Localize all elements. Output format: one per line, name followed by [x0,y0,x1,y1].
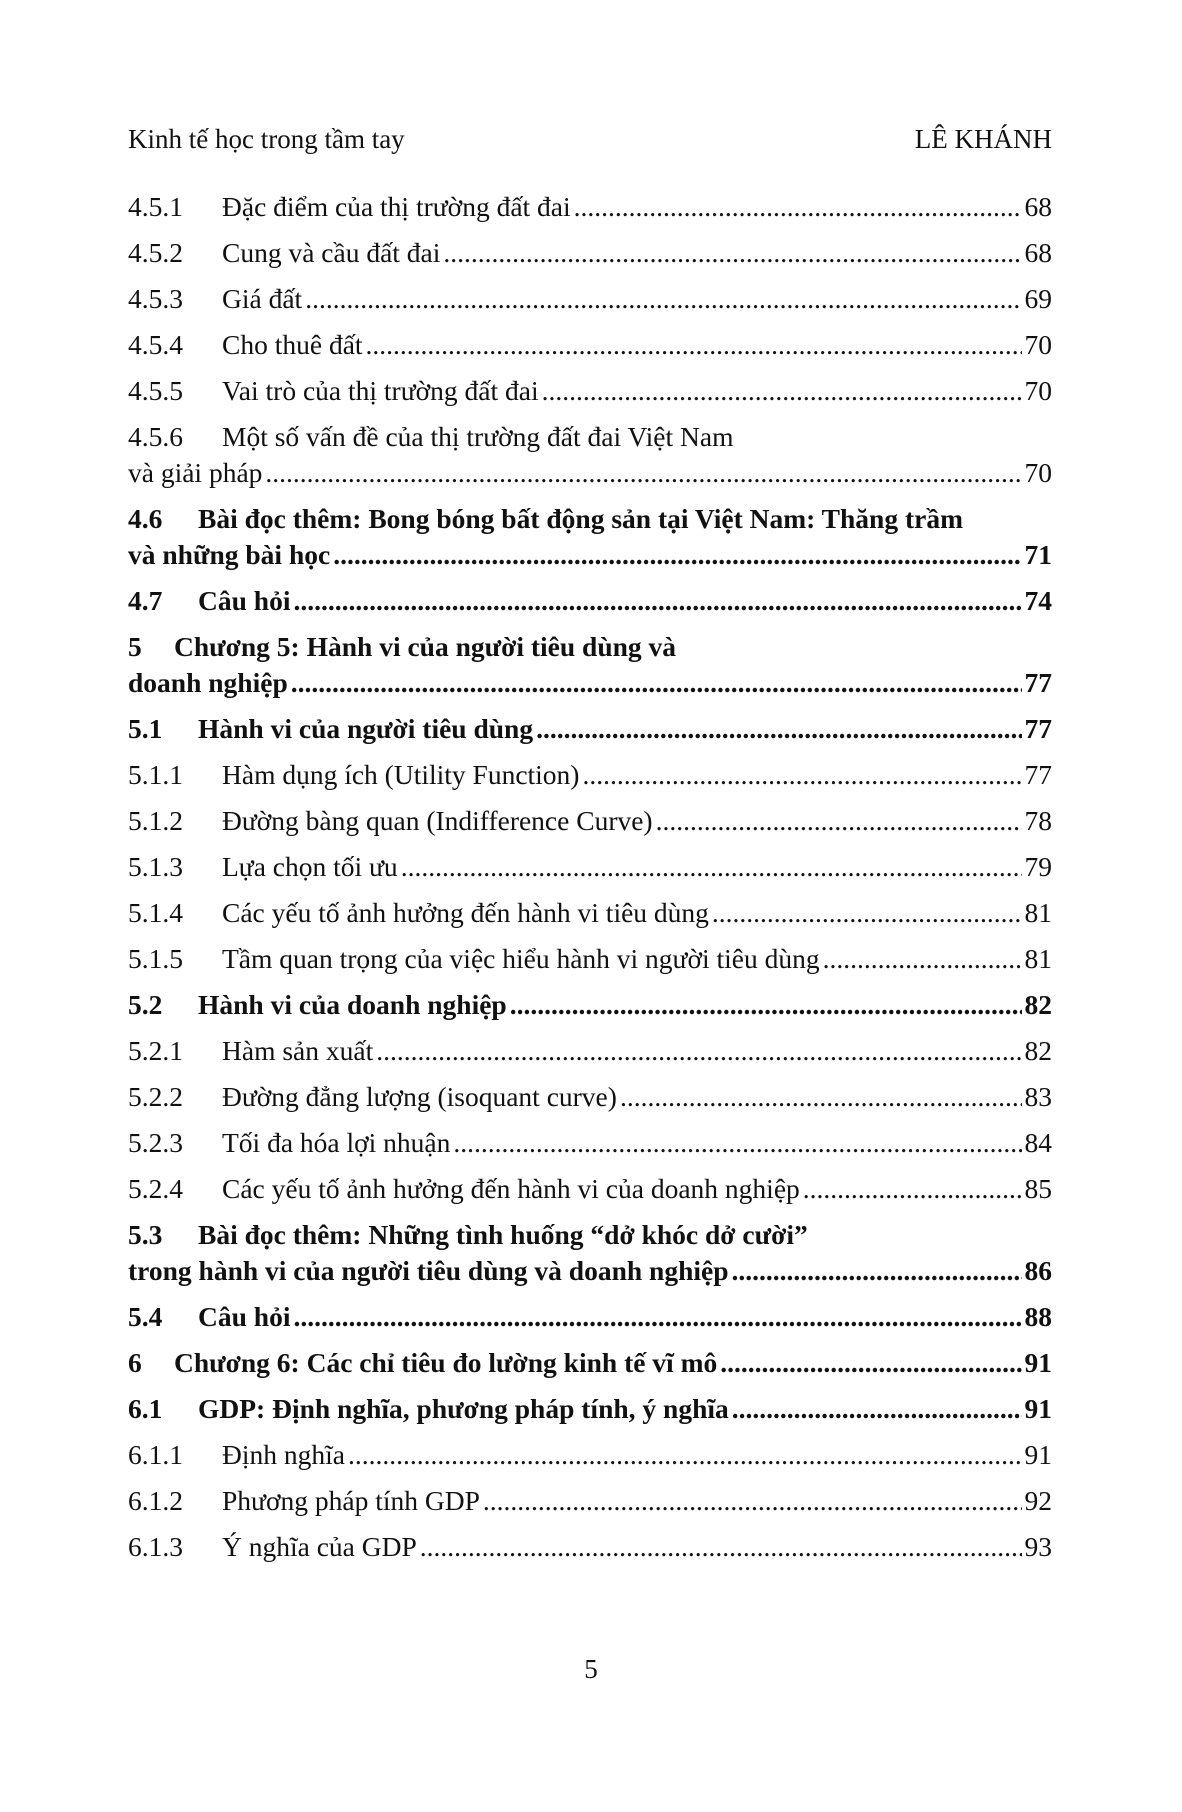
toc-title: Vai trò của thị trường đất đai [222,375,539,406]
toc-title: GDP: Định nghĩa, phương pháp tính, ý nghĩa [198,1393,729,1424]
dot-leader [712,896,1022,930]
toc-number: 5.3 [128,1219,163,1250]
toc-title: Câu hỏi [198,1301,291,1332]
toc-title: Câu hỏi [198,585,291,616]
table-of-contents [128,190,1052,1576]
toc-page-number: 81 [1024,897,1052,928]
toc-page-number: 77 [1024,713,1052,744]
dot-leader [305,282,1021,316]
toc-page-number: 70 [1024,329,1052,360]
toc-title: Các yếu tố ảnh hưởng đến hành vi tiêu dùng [222,897,709,928]
toc-title: Hàm sản xuất [222,1035,374,1066]
toc-title: Các yếu tố ảnh hưởng đến hành vi của doanh nghiệp [222,1173,800,1204]
toc-number: 4.5.6 [128,421,183,452]
toc-page-number: 82 [1024,1035,1052,1066]
toc-page-number: 79 [1024,851,1052,882]
dot-leader [620,1080,1022,1114]
dot-leader [420,1530,1022,1564]
toc-entry-5-4[interactable] [128,1300,1052,1334]
dot-leader [823,942,1022,976]
dot-leader [366,328,1022,362]
toc-entry-6-1[interactable] [128,1392,1052,1426]
author-name: LÊ KHÁNH [914,124,1052,154]
toc-page-number: 77 [1024,759,1052,790]
toc-number: 6 [128,1347,142,1378]
toc-page-number: 88 [1024,1301,1052,1332]
dot-leader [376,1034,1021,1068]
toc-number: 6.1.2 [128,1485,183,1516]
toc-number: 5.2.2 [128,1081,183,1112]
toc-title: Cung và cầu đất đai [222,237,441,268]
toc-title: Cho thuê đất [222,329,363,360]
toc-page-number: 81 [1024,943,1052,974]
toc-title: Định nghĩa [222,1439,345,1470]
toc-title-line2: trong hành vi của người tiêu dùng và doanh nghiệp [128,1255,729,1286]
dot-leader [401,850,1022,884]
toc-entry-5-2-4[interactable] [128,1172,1052,1206]
toc-number: 4.5.1 [128,191,183,222]
toc-title-line1: Bài đọc thêm: Bong bóng bất động sản tại Việt Nam: Thăng trầm [198,503,963,534]
toc-entry-4-7[interactable] [128,584,1052,618]
dot-leader [536,712,1021,746]
toc-page-number: 77 [1024,667,1052,698]
toc-page-number: 70 [1024,457,1052,488]
dot-leader [453,1126,1021,1160]
toc-title-line2: và giải pháp [128,457,263,488]
toc-entry-5-1-2[interactable] [128,804,1052,838]
toc-entry-4-5-5[interactable] [128,374,1052,408]
toc-entry-6-1-1[interactable] [128,1438,1052,1472]
toc-entry-4-5-2[interactable] [128,236,1052,270]
toc-entry-4-5-4[interactable] [128,328,1052,362]
toc-title: Chương 6: Các chỉ tiêu đo lường kinh tế vĩ mô [174,1347,718,1378]
toc-page-number: 85 [1024,1173,1052,1204]
toc-title-line1: Chương 5: Hành vi của người tiêu dùng và [174,631,677,662]
dot-leader [582,758,1021,792]
page-number: 5 [584,1654,598,1684]
dot-leader [574,190,1022,224]
toc-page-number: 91 [1024,1439,1052,1470]
toc-entry-5-1-1[interactable] [128,758,1052,792]
dot-leader [542,374,1022,408]
toc-number: 6.1.3 [128,1531,183,1562]
toc-number: 5.1.1 [128,759,183,790]
dot-leader [333,538,1021,572]
toc-page-number: 93 [1024,1531,1052,1562]
toc-title: Đường bàng quan (Indifference Curve) [222,805,653,836]
toc-entry-6-1-2[interactable] [128,1484,1052,1518]
dot-leader [732,1254,1022,1288]
toc-number: 6.1 [128,1393,163,1424]
dot-leader [720,1346,1021,1380]
dot-leader [803,1172,1022,1206]
toc-page-number: 92 [1024,1485,1052,1516]
toc-number: 5 [128,631,142,662]
toc-entry-5-1-5[interactable] [128,942,1052,976]
dot-leader [656,804,1022,838]
toc-number: 4.7 [128,585,163,616]
toc-number: 5.2.4 [128,1173,183,1204]
toc-entry-5-2-3[interactable] [128,1126,1052,1160]
toc-entry-5-2-1[interactable] [128,1034,1052,1068]
toc-page-number: 70 [1024,375,1052,406]
dot-leader [293,1300,1021,1334]
toc-number: 4.5.2 [128,237,183,268]
toc-title-line2: và những bài học [128,539,331,570]
dot-leader [291,666,1022,700]
dot-leader [265,456,1021,490]
toc-title: Ý nghĩa của GDP [222,1531,417,1562]
toc-page-number: 78 [1024,805,1052,836]
book-title: Kinh tế học trong tầm tay [128,124,405,154]
toc-title: Hành vi của doanh nghiệp [198,989,507,1020]
toc-title: Giá đất [222,283,303,314]
toc-entry-5-3[interactable] [128,1218,1052,1288]
toc-page-number: 68 [1024,191,1052,222]
toc-entry-5-1[interactable] [128,712,1052,746]
toc-page-number: 91 [1024,1347,1052,1378]
toc-number: 6.1.1 [128,1439,183,1470]
toc-title-line1: Bài đọc thêm: Những tình huống “dở khóc dở cười” [198,1219,808,1250]
toc-entry-4-5-6[interactable] [128,420,1052,490]
toc-number: 5.1.3 [128,851,183,882]
toc-entry-4-5-1[interactable] [128,190,1052,224]
toc-number: 4.5.5 [128,375,183,406]
dot-leader [510,988,1022,1022]
toc-page-number: 86 [1024,1255,1052,1286]
toc-number: 4.6 [128,503,163,534]
toc-number: 4.5.3 [128,283,183,314]
toc-entry-5-2-2[interactable] [128,1080,1052,1114]
toc-title-line2: doanh nghiệp [128,667,288,698]
toc-entry-5-1-4[interactable] [128,896,1052,930]
toc-title: Lựa chọn tối ưu [222,851,398,882]
toc-number: 4.5.4 [128,329,183,360]
toc-entry-5-1-3[interactable] [128,850,1052,884]
toc-entry-chapter-6[interactable] [128,1346,1052,1380]
toc-number: 5.4 [128,1301,163,1332]
toc-title: Phương pháp tính GDP [222,1485,480,1516]
toc-title-line1: Một số vấn đề của thị trường đất đai Việt Nam [222,421,734,452]
toc-number: 5.2 [128,989,163,1020]
toc-page-number: 71 [1024,539,1052,570]
toc-title: Hành vi của người tiêu dùng [198,713,534,744]
toc-title: Đường đẳng lượng (isoquant curve) [222,1081,617,1112]
toc-page-number: 83 [1024,1081,1052,1112]
toc-page-number: 74 [1024,585,1052,616]
toc-entry-chapter-5[interactable] [128,630,1052,700]
toc-number: 5.1.2 [128,805,183,836]
toc-page-number: 69 [1024,283,1052,314]
dot-leader [443,236,1021,270]
toc-page-number: 68 [1024,237,1052,268]
toc-title: Đặc điểm của thị trường đất đai [222,191,571,222]
toc-title: Tầm quan trọng của việc hiểu hành vi người tiêu dùng [222,943,820,974]
toc-page-number: 84 [1024,1127,1052,1158]
toc-entry-6-1-3[interactable] [128,1530,1052,1564]
dot-leader [732,1392,1022,1426]
dot-leader [293,584,1021,618]
toc-entry-4-6[interactable] [128,502,1052,572]
dot-leader [348,1438,1022,1472]
toc-title: Tối đa hóa lợi nhuận [222,1127,451,1158]
toc-number: 5.2.1 [128,1035,183,1066]
dot-leader [483,1484,1022,1518]
toc-entry-5-2[interactable] [128,988,1052,1022]
running-header [128,122,1052,156]
toc-number: 5.2.3 [128,1127,183,1158]
toc-entry-4-5-3[interactable] [128,282,1052,316]
toc-page-number: 82 [1024,989,1052,1020]
toc-number: 5.1.5 [128,943,183,974]
toc-page-number: 91 [1024,1393,1052,1424]
toc-number: 5.1.4 [128,897,183,928]
toc-number: 5.1 [128,713,163,744]
toc-title: Hàm dụng ích (Utility Function) [222,759,580,790]
